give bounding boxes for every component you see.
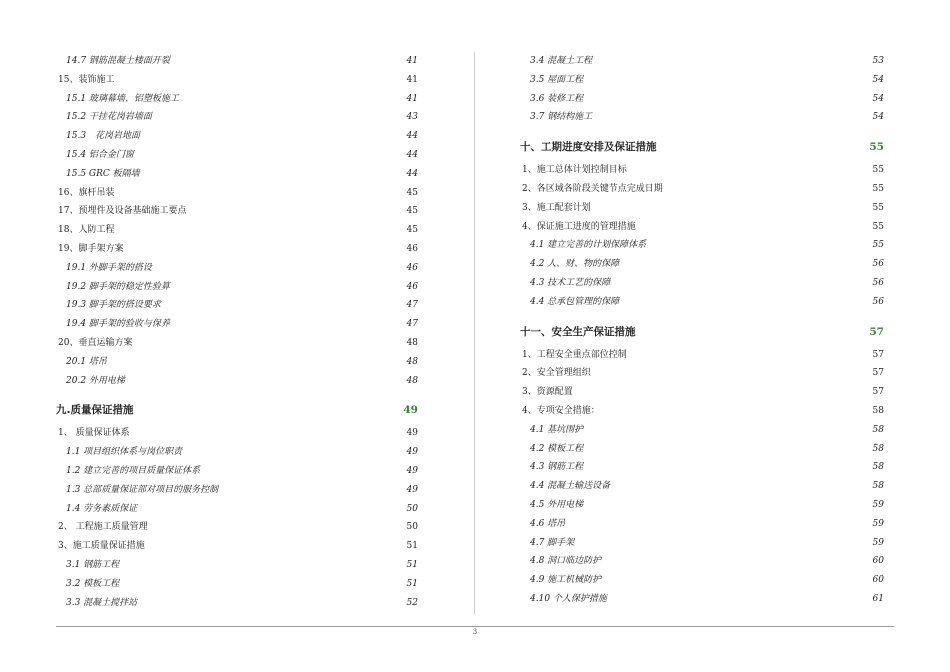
toc-entry-page: 45 — [406, 206, 418, 217]
toc-entry[interactable] — [56, 443, 418, 462]
toc-entry-page: 55 — [872, 165, 884, 176]
toc-entry[interactable] — [56, 500, 418, 519]
toc-entry[interactable] — [56, 296, 418, 315]
toc-entry-title: 4.1 基坑围护 — [530, 424, 584, 435]
toc-entry[interactable] — [56, 71, 418, 90]
toc-entry[interactable] — [520, 71, 884, 90]
toc-entry-page: 54 — [872, 93, 884, 104]
toc-entry-page: 55 — [872, 183, 884, 194]
toc-entry-title: 14.7 钢筋混凝土楼面开裂 — [66, 56, 170, 66]
toc-entry-title: 3.2 模板工程 — [66, 578, 120, 589]
toc-entry[interactable] — [520, 571, 884, 590]
toc-entry[interactable] — [520, 534, 884, 553]
toc-entry[interactable] — [520, 52, 884, 71]
toc-entry[interactable] — [520, 346, 884, 365]
toc-entry-title: 九.质量保证措施 — [56, 404, 134, 417]
toc-entry[interactable] — [520, 293, 884, 312]
toc-entry-title: 4、专项安全措施： — [522, 405, 600, 416]
toc-entry-title: 16、旗杆吊装 — [58, 187, 115, 198]
toc-entry[interactable] — [56, 353, 418, 372]
toc-entry-title: 3、施工质量保证措施 — [58, 541, 145, 552]
toc-entry-page: 44 — [406, 131, 418, 142]
toc-entry-title: 3.1 钢筋工程 — [66, 559, 120, 570]
toc-entry-title: 十一、安全生产保证措施 — [520, 325, 636, 338]
toc-entry-page: 58 — [872, 462, 884, 473]
toc-entry-title: 4.5 外用电梯 — [530, 499, 584, 510]
toc-entry-title: 1.2 建立完善的项目质量保证体系 — [66, 465, 201, 476]
toc-entry[interactable] — [520, 199, 884, 218]
toc-entry-title: 15.1 玻璃幕墙、铝塑板施工 — [66, 93, 179, 104]
toc-section-heading[interactable] — [520, 137, 884, 157]
toc-entry-page: 56 — [872, 277, 884, 288]
toc-entry-page: 47 — [406, 300, 418, 311]
toc-entry-title: 20、垂直运输方案 — [58, 337, 133, 348]
toc-entry[interactable] — [56, 259, 418, 278]
toc-entry-title: 2、安全管理组织 — [522, 368, 591, 379]
toc-entry-title: 4.2 人、财、物的保障 — [530, 259, 620, 270]
toc-entry-page: 47 — [406, 319, 418, 330]
toc-entry-page: 60 — [872, 575, 884, 586]
toc-entry[interactable] — [56, 481, 418, 500]
toc-entry-title: 3.4 混凝土工程 — [530, 56, 593, 66]
toc-entry-title: 19.2 脚手架的稳定性验算 — [66, 281, 170, 292]
toc-entry[interactable] — [56, 184, 418, 203]
toc-entry-title: 19、脚手架方案 — [58, 243, 124, 254]
toc-entry[interactable] — [520, 440, 884, 459]
toc-entry-title: 2、各区域各阶段关键节点完成日期 — [522, 183, 663, 194]
toc-entry-page: 58 — [872, 405, 884, 416]
toc-entry-title: 15.4 铝合金门窗 — [66, 149, 134, 160]
toc-entry[interactable] — [56, 108, 418, 127]
toc-entry-page: 48 — [406, 375, 418, 386]
toc-entry-title: 3.5 屋面工程 — [530, 74, 584, 85]
toc-entry-title: 19.1 外脚手架的搭设 — [66, 262, 152, 273]
toc-entry-title: 1、施工总体计划控制目标 — [522, 165, 627, 176]
toc-entry[interactable] — [520, 364, 884, 383]
toc-right-column — [520, 52, 884, 609]
toc-entry-title: 4.3 钢筋工程 — [530, 462, 584, 473]
toc-entry[interactable] — [520, 161, 884, 180]
toc-entry-page: 48 — [406, 356, 418, 367]
toc-entry-page: 58 — [872, 443, 884, 454]
toc-entry-title: 15.5 GRC 板隔墙 — [66, 168, 140, 179]
toc-entry-page: 59 — [872, 518, 884, 529]
toc-entry-page: 56 — [872, 259, 884, 270]
column-divider — [474, 52, 475, 614]
toc-entry-page: 46 — [406, 281, 418, 292]
toc-entry[interactable] — [56, 221, 418, 240]
toc-entry[interactable] — [56, 372, 418, 391]
toc-entry[interactable] — [56, 278, 418, 297]
toc-entry-title: 2、 工程施工质量管理 — [58, 522, 148, 533]
toc-entry-title: 4.6 塔吊 — [530, 518, 566, 529]
toc-entry-page: 45 — [406, 225, 418, 236]
toc-entry-page: 54 — [872, 74, 884, 85]
toc-entry-title: 4、保证施工进度的管理措施 — [522, 221, 636, 232]
toc-entry-page: 61 — [872, 593, 884, 604]
toc-entry-page: 49 — [406, 484, 418, 495]
toc-entry-title: 18、人防工程 — [58, 225, 115, 236]
toc-entry-page: 51 — [406, 578, 418, 589]
toc-entry-page: 55 — [872, 240, 884, 251]
toc-entry[interactable] — [520, 108, 884, 127]
toc-entry[interactable] — [56, 127, 418, 146]
toc-entry-page: 55 — [872, 221, 884, 232]
toc-entry-page: 44 — [406, 149, 418, 160]
toc-entry[interactable] — [56, 334, 418, 353]
toc-entry-page: 41 — [406, 93, 418, 104]
toc-entry-title: 4.3 技术工艺的保障 — [530, 277, 611, 288]
toc-entry-page: 41 — [406, 74, 418, 85]
toc-entry-page: 46 — [406, 243, 418, 254]
toc-entry-title: 4.9 施工机械防护 — [530, 575, 602, 586]
toc-left-column — [56, 52, 418, 612]
toc-entry[interactable] — [520, 274, 884, 293]
toc-entry-title: 4.4 混凝土输送设备 — [530, 481, 611, 492]
toc-entry-title: 19.3 脚手架的搭设要求 — [66, 300, 161, 311]
toc-entry-title: 4.1 建立完善的计划保障体系 — [530, 240, 647, 251]
page-number: 3 — [472, 628, 478, 636]
toc-entry-title: 20.2 外用电梯 — [66, 375, 125, 386]
toc-entry-page: 52 — [406, 597, 418, 608]
toc-entry-title: 15.2 干挂花岗岩墙面 — [66, 112, 152, 123]
toc-entry-page: 57 — [872, 387, 884, 398]
toc-entry[interactable] — [56, 575, 418, 594]
toc-entry-title: 4.4 总承包管理的保障 — [530, 296, 620, 307]
toc-entry[interactable] — [520, 515, 884, 534]
toc-entry-page: 49 — [406, 428, 418, 439]
toc-entry-title: 1.1 项目组织体系与岗位职责 — [66, 447, 183, 458]
toc-entry[interactable] — [520, 383, 884, 402]
toc-entry[interactable] — [56, 518, 418, 537]
toc-entry-title: 4.10 个人保护措施 — [530, 593, 607, 604]
toc-entry-page: 41 — [406, 56, 418, 66]
toc-entry-page: 59 — [872, 499, 884, 510]
toc-entry-title: 1.4 劳务素质保证 — [66, 503, 138, 514]
toc-entry-page: 58 — [872, 481, 884, 492]
toc-entry-page: 51 — [406, 541, 418, 552]
toc-entry[interactable] — [56, 556, 418, 575]
footer-rule — [56, 626, 894, 627]
toc-entry-page: 49 — [406, 465, 418, 476]
toc-entry[interactable] — [56, 240, 418, 259]
toc-entry-title: 15、装饰施工 — [58, 74, 115, 85]
toc-entry[interactable] — [520, 477, 884, 496]
toc-entry-title: 17、预埋件及设备基础施工要点 — [58, 206, 187, 217]
toc-section-heading[interactable] — [56, 400, 418, 420]
toc-entry-page: 56 — [872, 296, 884, 307]
toc-entry[interactable] — [56, 462, 418, 481]
toc-entry[interactable] — [56, 315, 418, 334]
toc-entry-title: 3、施工配套计划 — [522, 202, 591, 213]
toc-entry-page: 55 — [869, 141, 884, 154]
toc-entry-page: 48 — [406, 337, 418, 348]
toc-entry-title: 1、 质量保证体系 — [58, 428, 130, 439]
toc-entry-title: 3.6 装修工程 — [530, 93, 584, 104]
toc-entry-title: 4.7 脚手架 — [530, 537, 575, 548]
toc-entry-page: 49 — [406, 447, 418, 458]
toc-entry-page: 60 — [872, 556, 884, 567]
toc-entry[interactable] — [56, 202, 418, 221]
toc-entry-page: 49 — [403, 404, 418, 417]
toc-entry[interactable] — [520, 180, 884, 199]
toc-entry[interactable] — [56, 90, 418, 109]
toc-entry[interactable] — [520, 402, 884, 421]
toc-entry-page: 58 — [872, 424, 884, 435]
toc-entry-title: 十、工期进度安排及保证措施 — [520, 141, 657, 154]
toc-entry-title: 4.8 洞口临边防护 — [530, 556, 602, 567]
toc-entry[interactable] — [520, 496, 884, 515]
toc-entry-page: 55 — [872, 202, 884, 213]
toc-entry-title: 20.1 塔吊 — [66, 356, 107, 367]
toc-entry-page: 57 — [869, 325, 884, 338]
toc-entry[interactable] — [520, 255, 884, 274]
toc-entry-title: 1.3 总部质量保证部对项目的服务控制 — [66, 484, 219, 495]
toc-entry-title: 1、工程安全重点部位控制 — [522, 349, 627, 360]
toc-entry-page: 57 — [872, 368, 884, 379]
toc-entry[interactable] — [520, 90, 884, 109]
toc-entry[interactable] — [56, 146, 418, 165]
toc-entry-page: 54 — [872, 112, 884, 123]
toc-entry-page: 45 — [406, 187, 418, 198]
toc-entry[interactable] — [520, 218, 884, 237]
toc-entry[interactable] — [520, 236, 884, 255]
toc-section-heading[interactable] — [520, 322, 884, 342]
toc-entry[interactable] — [520, 552, 884, 571]
toc-entry-title: 3、资源配置 — [522, 387, 573, 398]
toc-entry-page: 43 — [406, 112, 418, 123]
toc-entry[interactable] — [56, 165, 418, 184]
toc-entry[interactable] — [56, 52, 418, 71]
toc-entry[interactable] — [520, 458, 884, 477]
toc-entry-title: 15.3 花岗岩地面 — [66, 131, 141, 142]
toc-entry-page: 50 — [406, 503, 418, 514]
toc-entry[interactable] — [520, 590, 884, 609]
toc-entry[interactable] — [520, 421, 884, 440]
toc-entry[interactable] — [56, 537, 418, 556]
toc-entry-title: 3.7 钢结构施工 — [530, 112, 593, 123]
toc-entry-title: 3.3 混凝土搅拌站 — [66, 597, 138, 608]
toc-entry-page: 51 — [406, 559, 418, 570]
toc-entry[interactable] — [56, 424, 418, 443]
toc-entry-page: 59 — [872, 537, 884, 548]
toc-entry-page: 50 — [406, 522, 418, 533]
toc-entry[interactable] — [56, 594, 418, 613]
toc-entry-title: 19.4 脚手架的验收与保养 — [66, 319, 170, 330]
toc-entry-page: 53 — [872, 56, 884, 66]
toc-entry-page: 46 — [406, 262, 418, 273]
toc-entry-page: 44 — [406, 168, 418, 179]
toc-entry-title: 4.2 模板工程 — [530, 443, 584, 454]
toc-entry-page: 57 — [872, 349, 884, 360]
